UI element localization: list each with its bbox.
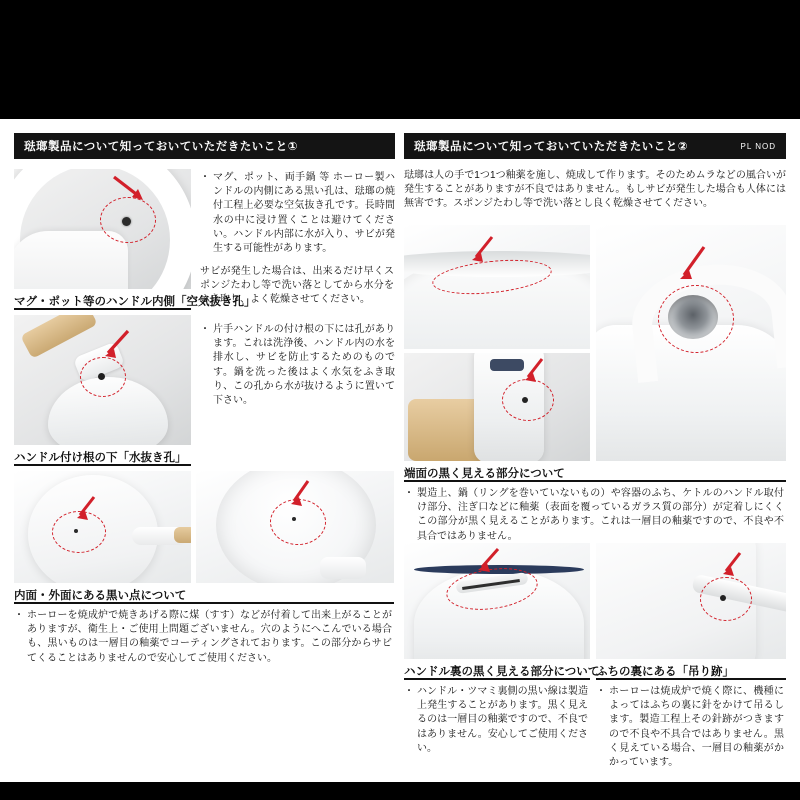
top-black-band [0, 0, 800, 119]
handle-back-dark-line-photo [404, 543, 590, 659]
caption-rule [14, 602, 394, 604]
bullet-marker: ・ [404, 686, 414, 697]
pointer-arrow-icon [670, 243, 716, 289]
highlight-circle [80, 357, 126, 397]
bullet-text: ホーローを焼成炉で焼きあげる際に煤（すす）などが付着して出来上がることがありますが、衛生上・ご使用上問題ございません。穴のようにへこんでいる場合も、黒いものは一層目の釉薬でコーティングされております。この部分からサビてくることはありませんので安心してご使用ください。 [27, 610, 392, 664]
handle-shape [320, 557, 366, 579]
handle-root-water-hole-photo [14, 315, 191, 445]
pointer-arrow-icon [464, 233, 504, 267]
bullet-air-hole [200, 171, 395, 256]
bullet-black-spots [14, 609, 392, 666]
caption-rule [14, 464, 191, 466]
pointer-arrow-icon [282, 477, 320, 511]
bullet-marker: ・ [404, 488, 414, 499]
caption-rule [596, 678, 786, 680]
pot-rim-edge-photo [404, 225, 590, 349]
bullet-edge-dark [404, 487, 784, 544]
pointer-arrow-icon [470, 545, 510, 577]
caption-air-hole: マグ・ポット等のハンドル内側「空気抜き孔」 [14, 296, 256, 308]
highlight-circle [700, 577, 752, 621]
bullet-marker: ・ [14, 610, 24, 621]
left-column-header [14, 133, 395, 159]
caption-handle-back-dark: ハンドル裏の黒く見える部分について [404, 666, 600, 678]
right-intro-paragraph: 琺瑯は人の手で1つ1つ釉薬を施し、焼成して作ります。そのためムラなどの風合いが発生することがありますが不良ではありません。もしサビが発生した場合も人体には無害です。スポンジたわし等で洗い落とし良く乾燥させてください。 [404, 170, 786, 210]
caption-black-spots: 内面・外面にある黒い点について [14, 590, 187, 602]
left-header-title: 琺瑯製品について知っておいていただきたいこと① [24, 141, 299, 153]
product-code-label: PL NOD [740, 141, 776, 151]
caption-edge-dark: 端面の黒く見える部分について [404, 468, 565, 480]
pointer-arrow-icon [110, 173, 156, 207]
bullet-handle-back-dark [404, 685, 588, 756]
info-sheet [0, 119, 800, 782]
bullet-marker: ・ [200, 172, 210, 183]
rim-back-hanging-mark-photo [596, 543, 786, 659]
caption-rule [404, 678, 590, 680]
kettle-handle-mount-photo [404, 353, 590, 461]
kettle-spout-photo [596, 225, 786, 461]
right-column-header [404, 133, 786, 159]
bullet-marker: ・ [596, 686, 606, 697]
pointer-arrow-icon [714, 549, 752, 581]
bullet-text: 片手ハンドルの付け根の下には孔があります。これは洗浄後、ハンドル内の水を排水し、サビを防止するためのものです。鍋を洗った後はよく水気をふき取り、この孔から水が抜けるように置いて下さい。 [213, 324, 395, 406]
bullet-text: ハンドル・ツマミ裏側の黒い線は製造上発生することがあります。黒く見えるのは一層目の釉薬ですので、不良ではありません。安心してご使用ください。 [417, 686, 588, 754]
bottom-black-band [0, 782, 800, 800]
pointer-arrow-icon [516, 355, 554, 385]
highlight-circle [658, 285, 734, 353]
caption-rule [404, 480, 786, 482]
pot-outer-black-spot-photo [14, 471, 191, 583]
wood-grip-shape [174, 527, 191, 543]
bullet-text: 製造上、鍋（リングを巻いていないもの）や容器のふち、ケトルのハンドル取付け部分、注ぎ口などに釉薬（表面を覆っているガラス質の部分）が定着しにくく この部分が黒く見えることがあります。これは一層目の釉薬ですので、不良や不具合ではありません。 [417, 488, 784, 542]
pointer-arrow-icon [96, 327, 140, 363]
pot-body-shape [14, 231, 128, 289]
pointer-arrow-icon [70, 493, 106, 525]
bullet-water-hole [200, 323, 395, 408]
caption-rule [14, 308, 191, 310]
highlight-circle [502, 379, 554, 421]
caption-water-hole: ハンドル付け根の下「水抜き孔」 [14, 452, 187, 464]
bullet-hanging-mark [596, 685, 784, 770]
bullet-text: ホーローは焼成炉で焼く際に、機種によってはふちの裏に針をかけて吊るします。製造工程上その針跡がつきますので不良や不具合ではありません。黒く見えている場合、一層目の釉薬がかかっています。 [609, 686, 784, 768]
pot-inner-black-spot-photo [196, 471, 394, 583]
right-header-title: 琺瑯製品について知っておいていただきたいこと② [414, 141, 689, 153]
paragraph-rust-care: サビが発生した場合は、出来るだけ早くスポンジたわし等で洗い落としてから水分をふき取り、よく乾燥させてください。 [200, 266, 394, 306]
caption-hanging-mark: ふちの裏にある「吊り跡」 [596, 666, 734, 678]
handle-inner-air-hole-photo [14, 169, 191, 289]
bullet-marker: ・ [200, 324, 210, 335]
bullet-text: マグ、ポット、両手鍋 等 ホーロー製ハンドルの内側にある黒い孔は、琺瑯の焼付工程上必要な空気抜き孔です。長時間水の中に浸け置くことは避けてください。ハンドル内部に水が入り、サビが発生する可能性があります。 [213, 172, 395, 254]
